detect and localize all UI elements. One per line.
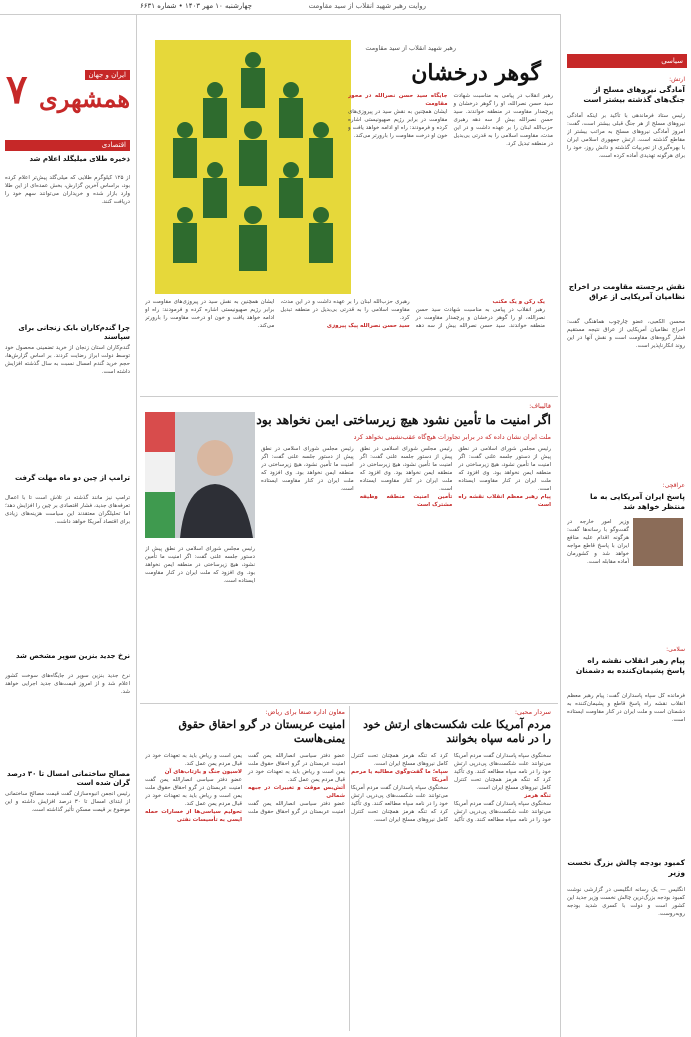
left-title-4: نرخ جدید بنزین سوپر مشخص شد [16,652,130,660]
third-left-kicker: معاون اداره صنعا برای ریاض: [265,708,345,716]
second-body-left [145,545,255,700]
second-headline: اگر امنیت ما تأمین نشود هیچ زیرساختی ایمن نخواهد بود [256,412,551,427]
page-number: ۷ [6,66,28,113]
main-body-1: رهبر انقلاب در پیامی به مناسبت شهادت سید حسن نصرالله، او را گوهر درخشان و پرچمدار مقاومت در منطقه خواندند. سید حسن نصرالله بیش از سه دهه رهبری حزب‌الله لبنان را بر عهده داشت و در این مدت، مقاومت اسلامی را به قدرتی بی‌بدیل در منطقه تبدیل کرد. [453,93,553,147]
left-text-3: ترامپ نیز مانند گذشته در تلاش است تا با اعمال تعرفه‌های جدید، فشار اقتصادی بر چین را افزایش دهد؛ اما تحلیلگران معتقدند این سیاست هزینه‌های زیادی برای اقتصاد آمریکا خواهد داشت. [5,495,130,525]
issue-date: چهارشنبه ۱۰ مهر ۱۴۰۳ • شماره ۶۶۳۱ [140,2,252,10]
third-right-body-3: سخنگوی سپاه پاسداران گفت مردم آمریکا می‌توانند علت شکست‌های پی‌درپی ارتش خود را در نامه سپاه مطالعه کنند. وی تأکید کرد که تنگه هرمز همچنان تحت کنترل کامل نیروهای مسلح ایران است. [351,785,448,823]
main-body-2: ایشان همچنین به نقش سید در پیروزی‌های مقاومت در برابر رژیم صهیونیستی اشاره کرده و فرمودند: راه او ادامه خواهد یافت و خون او درخت مقاومت را بارورتر می‌کند. [348,109,448,139]
sidebar-header: سیاسی [567,54,687,68]
second-body-2: رئیس مجلس شورای اسلامی در نطق پیش از دستور جلسه علنی گفت: اگر امنیت ما تأمین نشود، هیچ زیرساختی در منطقه ایمن نخواهد بود. وی افزود که ملت ایران در کنار مقاومت ایستاده است. [359,446,453,492]
left-text-2: گندم‌کاران استان زنجان از خرید تضمینی محصول خود توسط دولت ابراز رضایت کردند. بر اساس گزارش‌ها، حجم خرید گندم امسال نسبت به سال گذشته افزایش داشته است. [5,345,130,375]
economic-section-header: اقتصادی [5,140,130,151]
second-body [261,445,551,700]
third-left-subhead-1: آتش‌بس موقت و تغییرات در جبهه شمالی [248,785,345,799]
second-subhead-2: تأمین امنیت منطقه وظیفه مشترک است [359,494,453,508]
right-sidebar [561,0,691,1037]
sidebar-text-5: انگلیس — یک رسانه انگلیسی در گزارشی نوشت کمبود بودجه بزرگ‌ترین چالش نخست وزیر جدید این کشور است و دولت با کسری شدید بودجه روبه‌روست. [567,887,685,917]
main-body-4: ایشان همچنین به نقش سید در پیروزی‌های مقاومت در برابر رژیم صهیونیستی اشاره کرده و فرمودند: راه او ادامه خواهد یافت و خون او درخت مقاومت را بارورتر می‌کند. [145,299,275,329]
third-left-subhead-3: تحولیم سیاسی‌ها از خسارات حمله ایسی به تأسیسات نفتی [145,809,242,823]
left-text-4: نرخ جدید بنزین سوپر در جایگاه‌های سوخت کشور اعلام شد و از امروز قیمت‌های جدید اجرایی خواهد شد. [5,673,130,695]
second-body-3: رئیس مجلس شورای اسلامی در نطق پیش از دستور جلسه علنی گفت: اگر امنیت ما تأمین نشود، هیچ زیرساختی در منطقه ایمن نخواهد بود. وی افزود که ملت ایران در کنار مقاومت ایستاده است. [261,446,354,492]
sidebar-title-4: پیام رهبر انقلاب نقشه راه پاسخ پشیمان‌کننده به دشمنان [575,656,685,675]
sidebar-divider [560,14,561,1037]
poster-image [155,40,351,294]
left-title-2: چرا گندم‌کاران بایک زنجانی برای سپاسند [18,324,130,341]
sidebar-text-4: فرمانده کل سپاه پاسداران گفت: پیام رهبر معظم انقلاب نقشه راه پاسخ قاطع و پشیمان‌کننده به دشمنان است و ملت ایران در کنار مقاومت ایستاده است. [567,693,685,723]
sidebar-kicker-3: عراقچی: [662,482,685,489]
left-title-1: ذخیره طلای میلیگلد اعلام شد [29,155,130,163]
divider-3 [349,706,350,1031]
sidebar-text-1: رئیس ستاد فرماندهی با تأکید بر اینکه آمادگی نیروهای مسلح از هر جنگ قبلی بیشتر است، گفت: امروز آمادگی نیروهای مسلح به مراتب بیشتر از مقاطع گذشته است. ارتش جمهوری اسلامی ایران با بهره‌گیری از تجربیات گذشته و دانش روز، خود را برای هرگونه تهدیدی آماده کرده است. [567,113,685,159]
third-right-kicker: سردار محبی: [514,708,551,716]
left-text-5: رئیس انجمن انبوه‌سازان گفت قیمت مصالح ساختمانی از ابتدای امسال تا ۳۰ درصد افزایش داشته و این موضوع بر قیمت مسکن تأثیر گذاشته است. [5,791,130,813]
main-subhead-3: سید حسن نصرالله پیک پیروزی [326,323,410,329]
sidebar-title-3: پاسخ ایران آمریکایی به ما منتظر خواهد شد [590,492,685,511]
third-right-headline: مردم آمریکا علت شکست‌های ارتش خود را در نامه سپاه بخوانند [363,718,551,745]
main-body-3: رهبر انقلاب در پیامی به مناسبت شهادت سید حسن نصرالله، او را گوهر درخشان و پرچمدار مقاومت در منطقه خواندند. سید حسن نصرالله بیش از سه دهه رهبری حزب‌الله لبنان را بر عهده داشت و در این مدت، مقاومت اسلامی را به قدرتی بی‌بدیل در منطقه تبدیل کرد. [280,299,545,329]
second-body-1: رئیس مجلس شورای اسلامی در نطق پیش از دستور جلسه علنی گفت: اگر امنیت ما تأمین نشود، هیچ زیرساختی در منطقه ایمن نخواهد بود. وی افزود که ملت ایران در کنار مقاومت ایستاده است. [458,446,551,492]
second-body-4: رئیس مجلس شورای اسلامی در نطق پیش از دستور جلسه علنی گفت: اگر امنیت ما تأمین نشود، هیچ زیرساختی در منطقه ایمن نخواهد بود. وی افزود که ملت ایران در کنار مقاومت ایستاده است. [145,546,255,584]
third-right-subhead-2: سپاه؛ ما گفت‌وگوی مطالبه یا مرحم آمریکا [351,769,448,783]
sidebar-kicker-4: سلامی: [666,646,685,653]
third-right-body-2: سخنگوی سپاه پاسداران گفت مردم آمریکا می‌توانند علت شکست‌های پی‌درپی ارتش خود را در نامه سپاه مطالعه کنند. وی تأکید کرد که تنگه هرمز همچنان تحت کنترل کامل نیروهای مسلح ایران است. [351,753,551,823]
second-deck: ملت ایران نشان داده که در برابر تجاوزات هیچ‌گاه عقب‌نشینی نخواهد کرد [353,433,551,441]
left-title-3: ترامپ از چین دو ماه مهلت گرفت [14,474,130,482]
section-tag: ایران و جهان [85,70,131,80]
portrait-photo-icon [633,518,683,566]
third-left-body-2: عضو دفتر سیاسی انصارالله یمن گفت امنیت عربستان در گرو احقاق حقوق ملت یمن است و ریاض باید به تعهدات خود در قبال مردم یمن عمل کند. [145,753,345,815]
sidebar-title-5: کمبود بودجه چالش بزرگ نخست وزیر [567,858,685,877]
divider-2 [140,703,558,704]
third-left-body-3: عضو دفتر سیاسی انصارالله یمن گفت امنیت عربستان در گرو احقاق حقوق ملت یمن است و ریاض باید به تعهدات خود در قبال مردم یمن عمل کند. [145,777,242,807]
main-headline: گوهر درخشان [411,60,541,86]
third-right-subhead-1: تنگه هرمز [524,793,551,799]
left-column [0,14,135,1037]
main-body [348,92,553,297]
main-kicker: رهبر شهید انقلاب از سید مقاومت [365,44,456,52]
left-title-5: مصالح ساختمانی امسال تا ۳۰ درصد گران شده است [7,770,130,787]
second-kicker: قالیباف: [529,402,551,410]
main-subhead-1: جایگاه سید حسن نصرالله در محور مقاومت [348,93,448,107]
third-right-body-1: سخنگوی سپاه پاسداران گفت مردم آمریکا می‌توانند علت شکست‌های پی‌درپی ارتش خود را در نامه سپاه مطالعه کنند. وی تأکید کرد که تنگه هرمز همچنان تحت کنترل کامل نیروهای مسلح ایران است. [454,753,551,791]
main-body-continued [145,298,545,393]
sidebar-title-2: نقش برجسته مقاومت در اخراج نظامیان آمریکایی از عراق [568,282,685,301]
main-subhead-2: یک رکن و یک مکتب [492,299,545,305]
left-text-1: از ۱۲۵ کیلوگرم طلایی که میلی‌گلد پیش‌تر اعلام کرده بود، براساس آخرین گزارش، بخش عمده‌ای از این طلا وارد بازار شده و خریداران می‌توانند سهم خود را دریافت کنند. [5,175,130,205]
speaker-photo [145,412,255,538]
sidebar-kicker-1: ارتش: [669,76,685,83]
third-left-body [145,752,345,1027]
third-left-body-1: عضو دفتر سیاسی انصارالله یمن گفت امنیت عربستان در گرو احقاق حقوق ملت یمن است و ریاض باید به تعهدات خود در قبال مردم یمن عمل کند. [248,753,345,783]
second-subhead-1: پیام رهبر معظم انقلاب نقشه راه است [458,494,551,508]
newspaper-logo: همشهری [38,84,130,113]
divider-1 [140,396,558,397]
left-divider [136,14,137,1037]
sidebar-text-2: محسن الکعبی، عضو چارچوب هماهنگی گفت: اخراج نظامیان آمریکایی از عراق نتیجه مستقیم فشار گروه‌های مقاومت است و نقش آنها در این روند انکارناپذیر است. [567,319,685,349]
third-right-body [351,752,551,1027]
sidebar-title-1: آمادگی نیروهای مسلح از جنگ‌های گذشته بیشتر است [583,85,685,104]
sidebar-text-3: وزیر امور خارجه در گفت‌وگو با رسانه‌ها گفت: هرگونه اقدام علیه منافع ایران با پاسخ قاطع مواجه خواهد شد و کشورمان آماده مقابله است. [567,519,629,565]
third-left-headline: امنیت عربستان در گرو احقاق حقوق یمنی‌هاست [178,718,345,745]
top-quote: روایت رهبر شهید انقلاب از سید مقاومت [308,2,426,10]
masthead [6,66,130,138]
third-left-subhead-2: لاسیون جنگ و بازتاب‌های آن [164,769,242,775]
